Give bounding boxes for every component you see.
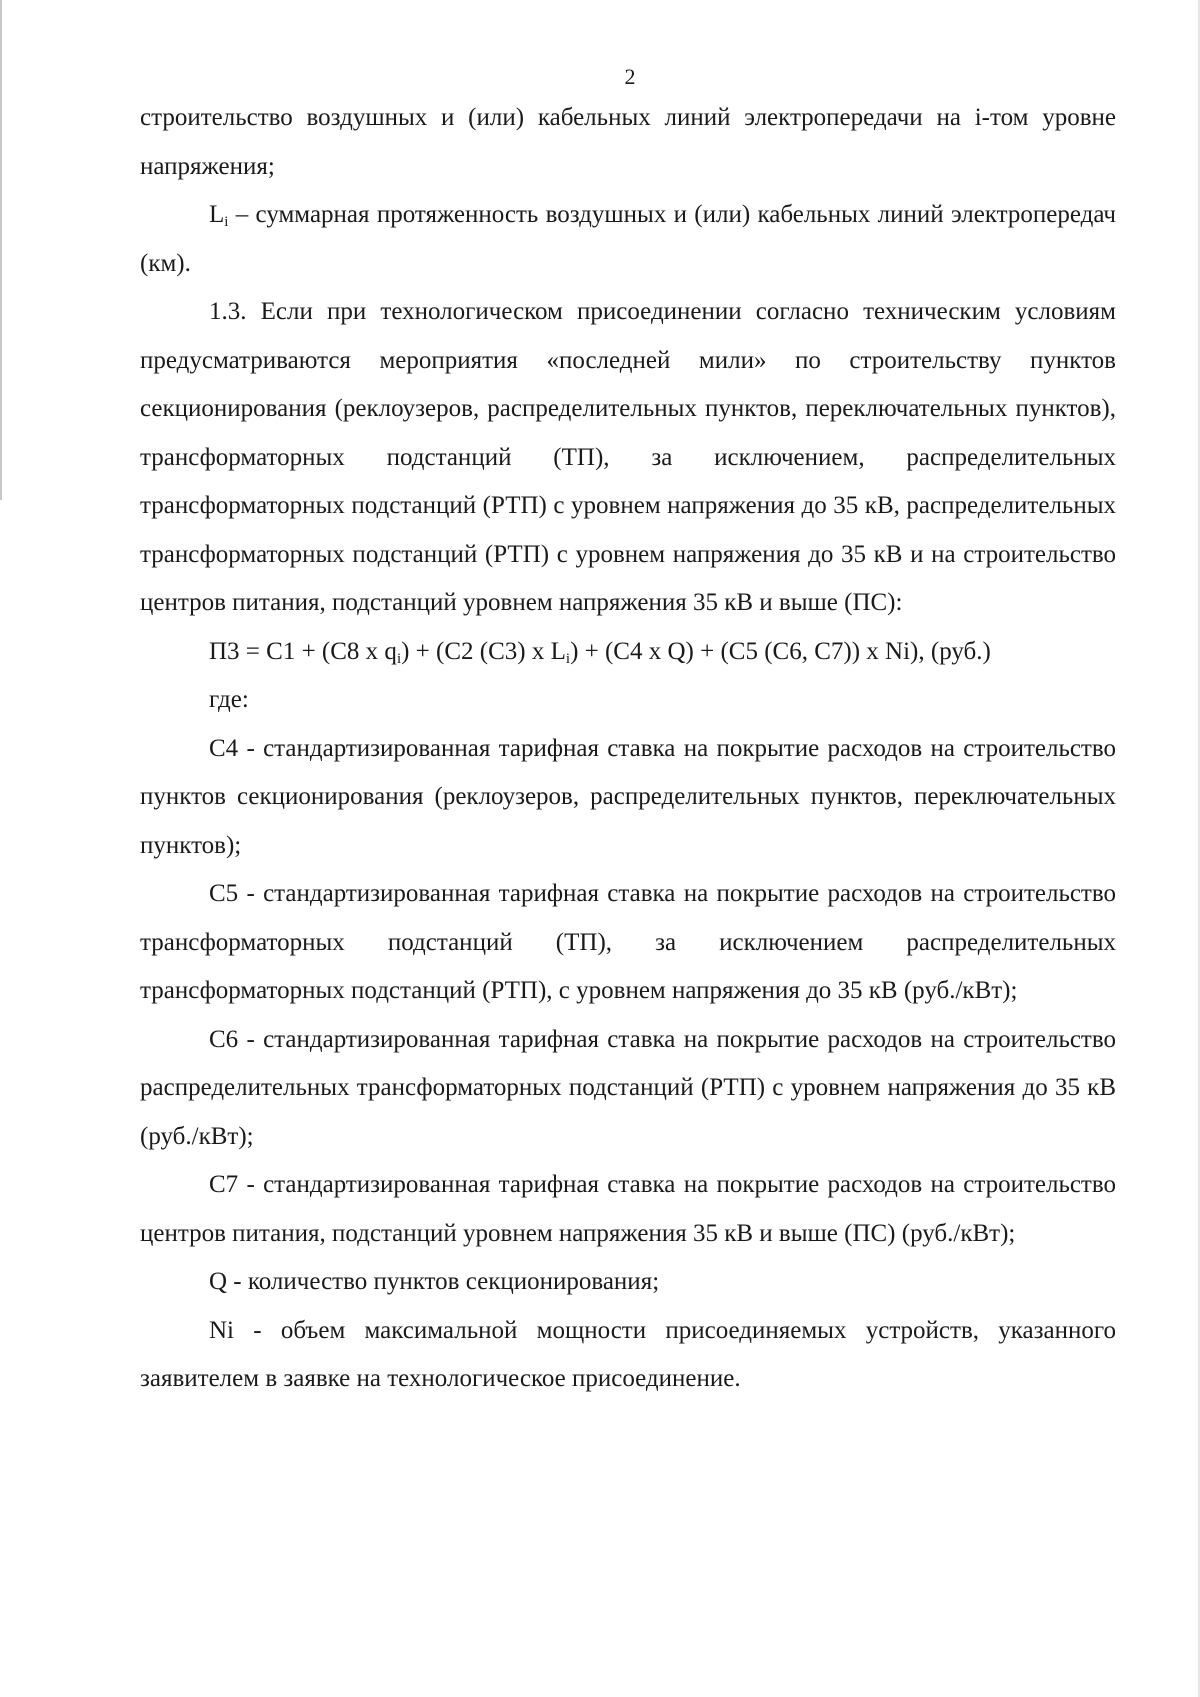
page-number: 2 [624, 64, 636, 89]
paragraph-li-definition [140, 191, 1116, 288]
li-text: – суммарная протяженность воздушных и (или) кабельных линий электропередач (км). [140, 201, 1116, 277]
paragraph-q: Q - количество пунктов секционирования; [209, 1268, 660, 1295]
formula-part-1: П3 = С1 + (С8 х q [209, 637, 397, 665]
formula [140, 628, 1116, 677]
formula-part-3: ) + (С4 х Q) + (С5 (С6, С7)) х Ni), (руб.) [570, 637, 991, 665]
formula-sub-1: i [396, 650, 402, 667]
paragraph-c6: С6 - стандартизированная тарифная ставка на покрытие расходов на строительство распределительных трансформаторных подстанций (РТП) с уровнем напряжения до 35 кВ (руб./кВт); [140, 1025, 1116, 1150]
document-body [140, 94, 1116, 1404]
paragraph-section-1-3: 1.3. Если при технологическом присоединении согласно техническим условиям предусматриваются мероприятия «последней мили» по строительству пунктов секционирования (реклоузеров, распределительных пунктов, переключательных пунктов), трансформаторных подстанций (ТП), за исключением, распределительных трансформаторных подстанций (РТП) с уровнем напряжения до 35 кВ, распределительных трансформаторных подстанций (РТП) с уровнем напряжения до 35 кВ и на строительство центров питания, подстанций уровнем напряжения 35 кВ и выше (ПС): [140, 298, 1116, 616]
paragraph-c4: С4 - стандартизированная тарифная ставка на покрытие расходов на строительство пунктов секционирования (реклоузеров, распределительных пунктов, переключательных пунктов); [140, 734, 1116, 859]
formula-sub-2: i [565, 650, 571, 667]
paragraph-c7: С7 - стандартизированная тарифная ставка на покрытие расходов на строительство центров питания, подстанций уровнем напряжения 35 кВ и выше (ПС) (руб./кВт); [140, 1171, 1116, 1247]
li-symbol: L [209, 201, 225, 228]
paragraph-line-definition: строительство воздушных и (или) кабельных линий электропередачи на i-том уровне напряжения; [140, 104, 1116, 180]
li-subscript: i [224, 214, 229, 230]
formula-part-2: ) + (С2 (С3) х L [401, 637, 566, 665]
paragraph-ni: Ni - объем максимальной мощности присоединяемых устройств, указанного заявителем в заявке на технологическое присоединение. [140, 1316, 1116, 1392]
paragraph-where: где: [209, 686, 249, 713]
paragraph-c5: С5 - стандартизированная тарифная ставка на покрытие расходов на строительство трансформаторных подстанций (ТП), за исключением распределительных трансформаторных подстанций (РТП), с уровнем напряжения до 35 кВ (руб./кВт); [140, 880, 1116, 1004]
